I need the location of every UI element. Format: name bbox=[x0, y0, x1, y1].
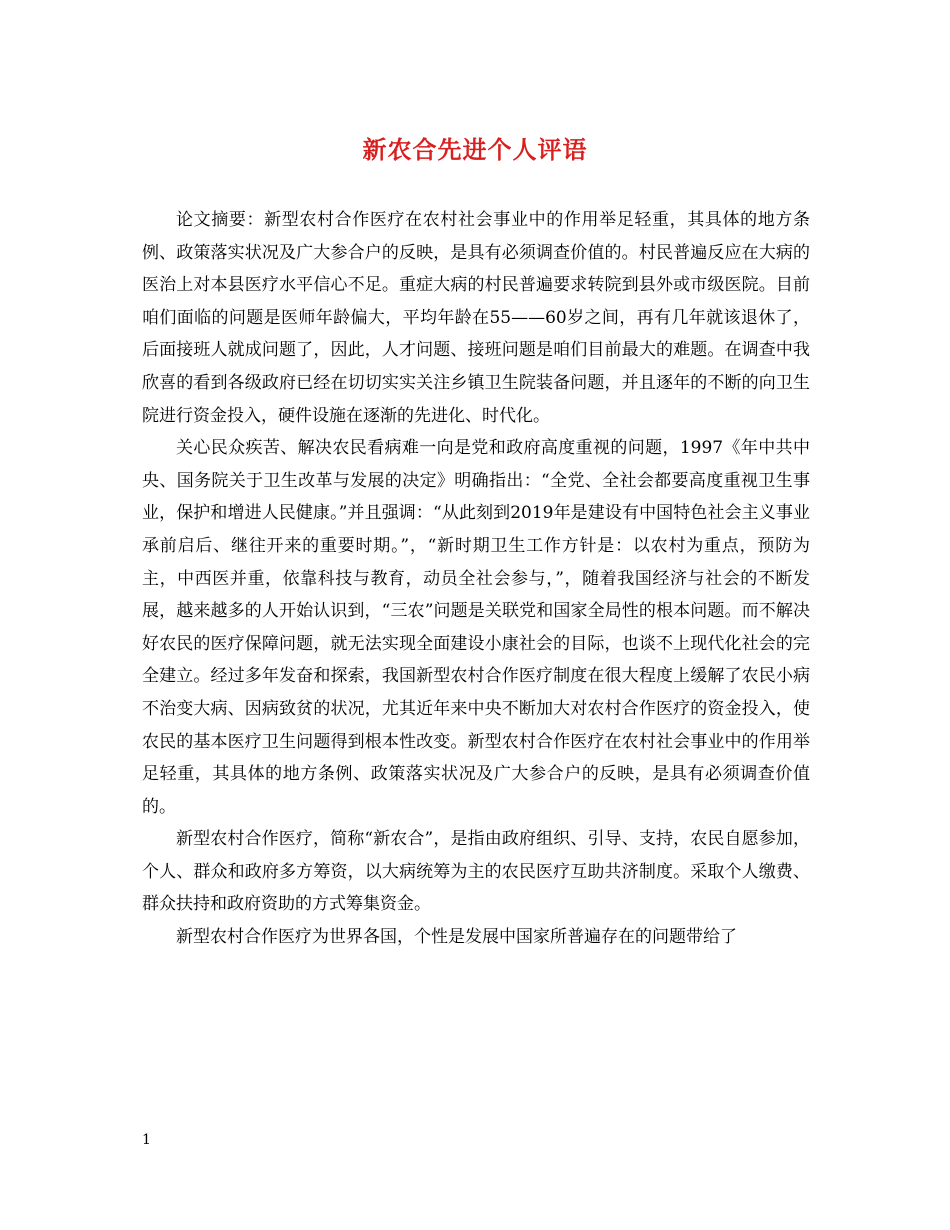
page-number: 1 bbox=[142, 1132, 151, 1148]
paragraph-definition: 新型农村合作医疗，简称“新农合”，是指由政府组织、引导、支持，农民自愿参加，个人、群众和政府多方筹资，以大病统筹为主的农民医疗互助共济制度。采取个人缴费、群众扶持和政府资助的方式筹集资金。 bbox=[142, 829, 810, 915]
document-title: 新农合先进个人评语 bbox=[362, 135, 588, 164]
paragraph-significance: 新型农村合作医疗为世界各国，个性是发展中国家所普遍存在的问题带给了 bbox=[176, 927, 737, 948]
paragraph-policy: 关心民众疾苦、解决农民看病难一向是党和政府高度重视的问题，1997《年中共中央、国务院关于卫生改革与发展的决定》明确指出：“全党、全社会都要高度重视卫生事业，保护和增进人民健康。”并且强调：“从此刻到2019年是建设有中国特色社会主义事业承前启后、继往开来的重要时期。”，“新时期卫生工作方针是：以农村为重点，预防为主，中西医并重，依靠科技与教育，动员全社会参与，”，随着我国经济与社会的不断发展，越来越多的人开始认识到，“三农”问题是关联党和国家全局性的根本问题。而不解决好农民的医疗保障问题，就无法实现全面建设小康社会的目际，也谈不上现代化社会的完全建立。经过多年发奋和探索，我国新型农村合作医疗制度在很大程度上缓解了农民小病不治变大病、因病致贫的状况，尤其近年来中央不断加大对农村合作医疗的资金投入，使农民的基本医疗卫生问题得到根本性改变。新型农村合作医疗在农村社会事业中的作用举足轻重，其具体的地方条例、政策落实状况及广大参合户的反映，是具有必须调查价值的。 bbox=[142, 438, 810, 817]
document-body bbox=[142, 204, 810, 954]
paragraph-abstract: 论文摘要：新型农村合作医疗在农村社会事业中的作用举足轻重，其具体的地方条例、政策落实状况及广大参合户的反映，是具有必须调查价值的。村民普遍反应在大病的医治上对本县医疗水平信心不足。重症大病的村民普遍要求转院到县外或市级医院。目前咱们面临的问题是医师年龄偏大，平均年龄在55——60岁之间，再有几年就该退休了，后面接班人就成问题了，因此，人才问题、接班问题是咱们目前最大的难题。在调查中我欣喜的看到各级政府已经在切切实实关注乡镇卫生院装备问题，并且逐年的不断的向卫生院进行资金投入，硬件设施在逐渐的先进化、时代化。 bbox=[142, 210, 810, 426]
